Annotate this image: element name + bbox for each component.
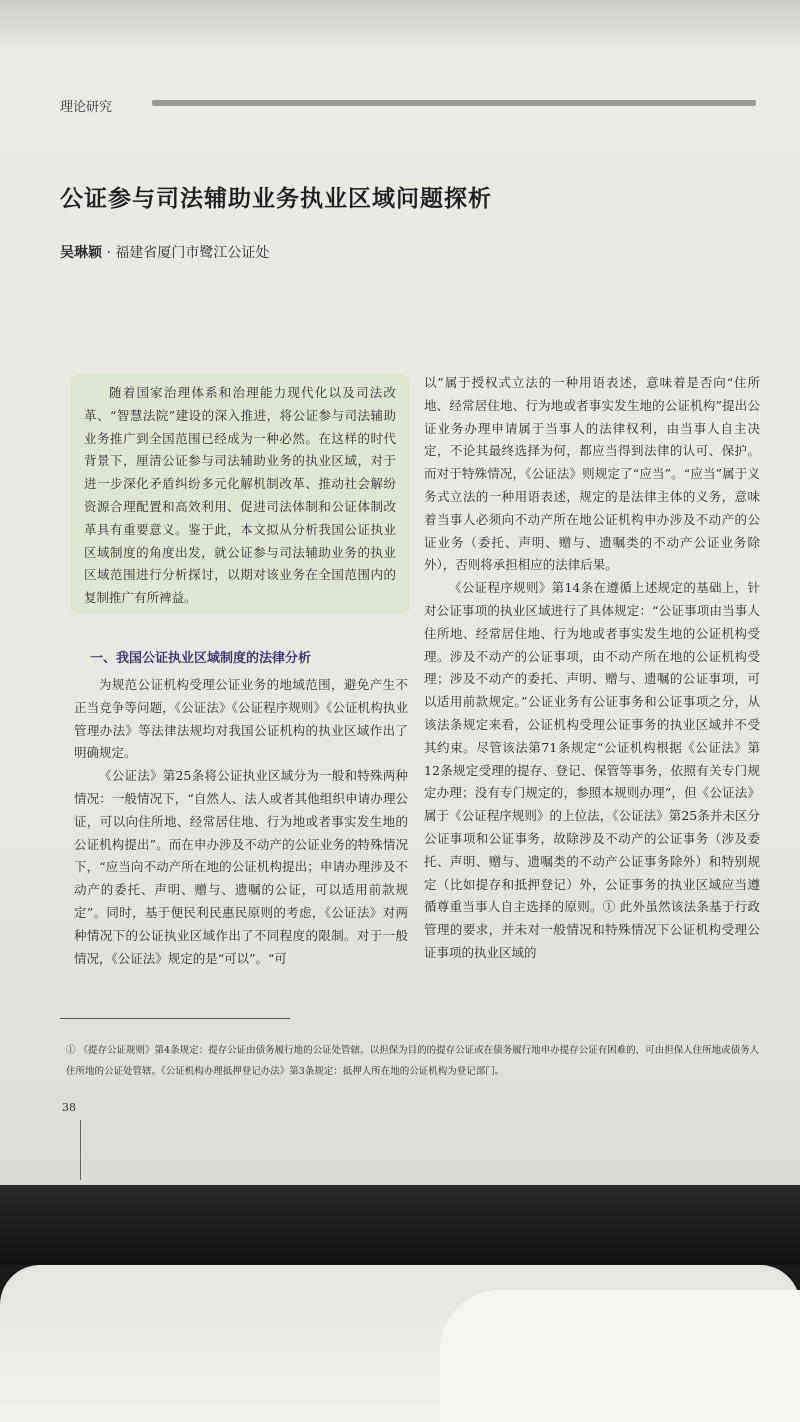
- footnote: ① 《提存公证规则》第4条规定：提存公证由债务履行地的公证处管辖。以担保为目的的提存公证或在债务履行地申办提存公证有困难的，可由担保人住所地或债务人住所地的公证处管辖。《公证机构办理抵押登记办法》第3条规定：抵押人所在地的公证机构为登记部门。: [66, 1045, 760, 1077]
- abstract-box: [70, 374, 410, 614]
- section-label: 理论研究: [60, 100, 113, 115]
- body-paragraph: 为规范公证机构受理公证业务的地域范围，避免产生不正当竞争等问题，《公证法》《公证程序规则》《公证机构执业管理办法》等法律法规均对我国公证机构的执业区域作出了明确规定。: [74, 677, 408, 761]
- article-title: 公证参与司法辅助业务执业区域问题探析: [60, 186, 492, 212]
- footnote-rule: [60, 1018, 290, 1019]
- header-rule: [152, 100, 756, 106]
- left-column: [74, 648, 408, 970]
- page-margin-line: [80, 1120, 81, 1180]
- body-paragraph: 以”属于授权式立法的一种用语表述，意味着是否向“住所地、经常居住地、行为地或者事实发生地的公证机构”提出公证业务办理申请属于当事人的法律权利，由当事人自主决定，不论其最终选择为何，都应当得到法律的认可、保护。而对于特殊情况，《公证法》则规定了“应当”。“应当”属于义务式立法的一种用语表述，规定的是法律主体的义务，意味着当事人必须向不动产所在地公证机构申办涉及不动产的公证业务（委托、声明、赠与、遗嘱类的不动产公证业务除外），否则将承担相应的法律后果。: [424, 375, 760, 573]
- author-name: 吴琳颖: [60, 245, 102, 261]
- section-heading: 一、我国公证执业区域制度的法律分析: [90, 651, 312, 666]
- abstract-text: 随着国家治理体系和治理能力现代化以及司法改革、“智慧法院”建设的深入推进，将公证参与司法辅助业务推广到全国范围已经成为一种必然。在这样的时代背景下，厘清公证参与司法辅助业务的执业区域，对于进一步深化矛盾纠纷多元化解机制改革、推动社会解纷资源合理配置和高效利用、促进司法体制和公证体制改革具有重要意义。鉴于此，本文拟从分析我国公证执业区域制度的角度出发，就公证参与司法辅助业务的执业区域范围进行分析探讨，以期对该业务在全国范围内的复制推广有所裨益。: [84, 385, 396, 606]
- right-column: [424, 372, 760, 965]
- white-cloth-fold: [440, 1290, 800, 1422]
- dark-background: [0, 1185, 800, 1265]
- page-number: 38: [62, 1101, 76, 1114]
- author-affiliation: · 福建省厦门市鹭江公证处: [106, 245, 270, 261]
- body-paragraph: 《公证法》第25条将公证执业区域分为一般和特殊两种情况：一般情况下，“自然人、法人或者其他组织申请办理公证，可以向住所地、经常居住地、行为地或者事实发生地的公证机构提出”。而在申办涉及不动产的公证业务的特殊情况下，“应当向不动产所在地的公证机构提出；申请办理涉及不动产的委托、声明、赠与、遗嘱的公证，可以适用前款规定”。同时，基于便民利民惠民原则的考虑，《公证法》对两种情况下的公证执业区域作出了不同程度的限制。对于一般情况，《公证法》规定的是“可以”。“可: [74, 768, 408, 966]
- page-top-shadow: [0, 0, 800, 48]
- byline: [60, 242, 269, 262]
- body-paragraph: 《公证程序规则》第14条在遵循上述规定的基础上，针对公证事项的执业区域进行了具体规定：“公证事项由当事人住所地、经常居住地、行为地或者事实发生地的公证机构受理。涉及不动产的公证事项，由不动产所在地的公证机构受理；涉及不动产的委托、声明、赠与、遗嘱的公证事项，可以适用前款规定。”公证业务有公证事务和公证事项之分，从该法条规定来看，公证机构受理公证事务的执业区域并不受其约束。尽管该法第71条规定“公证机构根据《公证法》第12条规定受理的提存、登记、保管等事务，依照有关专门规定办理；没有专门规定的，参照本规则办理”，但《公证法》属于《公证程序规则》的上位法，《公证法》第25条并未区分公证事项和公证事务，故除涉及不动产的公证事务（涉及委托、声明、赠与、遗嘱类的不动产公证事务除外）和特别规定（比如提存和抵押登记）外，公证事务的执业区域应当遵循尊重当事人自主选择的原则。① 此外虽然该法条基于行政管理的要求，并未对一般情况和特殊情况下公证机构受理公证事项的执业区域的: [424, 580, 760, 960]
